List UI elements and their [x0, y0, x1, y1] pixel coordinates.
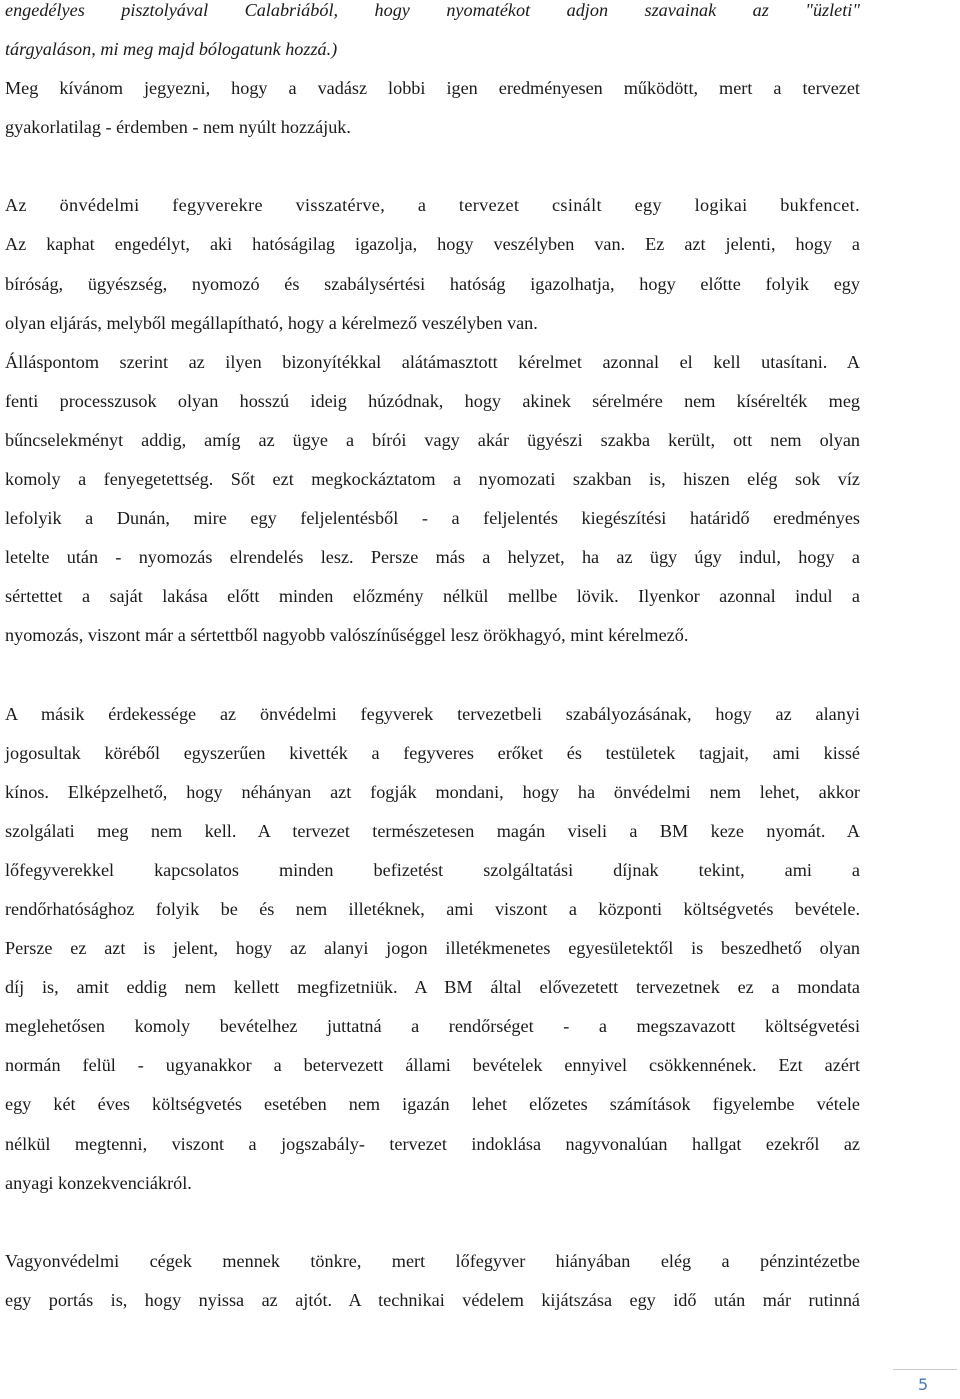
- text-line: díj is, amit eddig nem kellett megfizetniük. A BM által elővezetett tervezetnek ez a mondata: [5, 977, 860, 998]
- text-line: fenti processzusok olyan hosszú ideig húzódnak, hogy akinek sérelmére nem kísérelték meg: [5, 390, 860, 411]
- text-line: szolgálati meg nem kell. A tervezet természetesen magán viseli a BM keze nyomát. A: [5, 820, 860, 841]
- text-line: engedélyes pisztolyával Calabriából, hogy nyomatékot adjon szavainak az "üzleti": [5, 0, 860, 20]
- text-line: lefolyik a Dunán, mire egy feljelentésből - a feljelentés kiegészítési határidő eredményes: [5, 508, 860, 529]
- text-line: lőfegyverekkel kapcsolatos minden befizetést szolgáltatási díjnak tekint, ami a: [5, 859, 860, 880]
- text-line: bűncselekményt addig, amíg az ügye a bírói vagy akár ügyészi szakba került, ott nem olyan: [5, 429, 860, 450]
- text-line: normán felül - ugyanakkor a betervezett állami bevételek ennyivel csökkennének. Ezt azért: [5, 1055, 860, 1076]
- paragraph-2: [5, 186, 860, 655]
- footer-rule: [893, 1369, 957, 1370]
- text-line: nélkül megtenni, viszont a jogszabály- tervezet indoklása nagyvonalúan hallgat ezekről az: [5, 1133, 860, 1154]
- text-line: A másik érdekessége az önvédelmi fegyverek tervezetbeli szabályozásának, hogy az alanyi: [5, 703, 860, 724]
- text-line: Vagyonvédelmi cégek mennek tönkre, mert lőfegyver hiányában elég a pénzintézetbe: [5, 1250, 860, 1271]
- text-line: Álláspontom szerint az ilyen bizonyítékkal alátámasztott kérelmet azonnal el kell utasítani. A: [5, 351, 860, 372]
- text-line: Persze ez azt is jelent, hogy az alanyi jogon illetékmenetes egyesületektől is beszedhető olyan: [5, 938, 860, 959]
- text-line: nyomozás, viszont már a sértettből nagyobb valószínűséggel lesz örökhagyó, mint kérelmező.: [5, 625, 689, 646]
- paragraph-3: [5, 695, 860, 1203]
- text-line: egy portás is, hogy nyissa az ajtót. A technikai védelem kijátszása egy idő után már rutinná: [5, 1289, 860, 1310]
- text-line: Az kaphat engedélyt, aki hatóságilag igazolja, hogy veszélyben van. Ez azt jelenti, hogy a: [5, 234, 860, 255]
- text-line: rendőrhatósághoz folyik be és nem illetéknek, ami viszont a központi költségvetés bevétele.: [5, 898, 860, 919]
- text-line: komoly a fenyegetettség. Sőt ezt megkockáztatom a nyomozati szakban is, hiszen elég sok víz: [5, 469, 860, 490]
- text-line: bíróság, ügyészség, nyomozó és szabálysértési hatóság igazolhatja, hogy előtte folyik egy: [5, 273, 860, 294]
- text-line: Meg kívánom jegyezni, hogy a vadász lobbi igen eredményesen működött, mert a tervezet: [5, 78, 860, 99]
- text-line: jogosultak köréből egyszerűen kivették a fegyveres erőket és testületek tagjait, ami kissé: [5, 742, 860, 763]
- paragraph-4: [5, 1242, 860, 1320]
- paragraph-1: [5, 0, 860, 147]
- page-number: 5: [918, 1375, 929, 1394]
- text-line: egy két éves költségvetés esetében nem igazán lehet előzetes számítások figyelembe vétele: [5, 1094, 860, 1115]
- text-line: kínos. Elképzelhető, hogy néhányan azt fogják mondani, hogy ha önvédelmi nem lehet, akkor: [5, 781, 860, 802]
- text-line: anyagi konzekvenciákról.: [5, 1172, 192, 1193]
- text-line: gyakorlatilag - érdemben - nem nyúlt hozzájuk.: [5, 117, 351, 138]
- text-line: tárgyaláson, mi meg majd bólogatunk hozzá.): [5, 39, 338, 60]
- text-line: meglehetősen komoly bevételhez juttatná a rendőrséget - a megszavazott költségvetési: [5, 1016, 860, 1037]
- document-page: [5, 0, 860, 1320]
- text-line: Az önvédelmi fegyverekre visszatérve, a tervezet csinált egy logikai bukfencet.: [5, 195, 860, 216]
- text-line: olyan eljárás, melyből megállapítható, hogy a kérelmező veszélyben van.: [5, 312, 538, 333]
- text-line: letelte után - nyomozás elrendelés lesz. Persze más a helyzet, ha az ügy úgy indul, hogy a: [5, 547, 860, 568]
- text-line: sértettet a saját lakása előtt minden előzmény nélkül mellbe lövik. Ilyenkor azonnal indul a: [5, 586, 860, 607]
